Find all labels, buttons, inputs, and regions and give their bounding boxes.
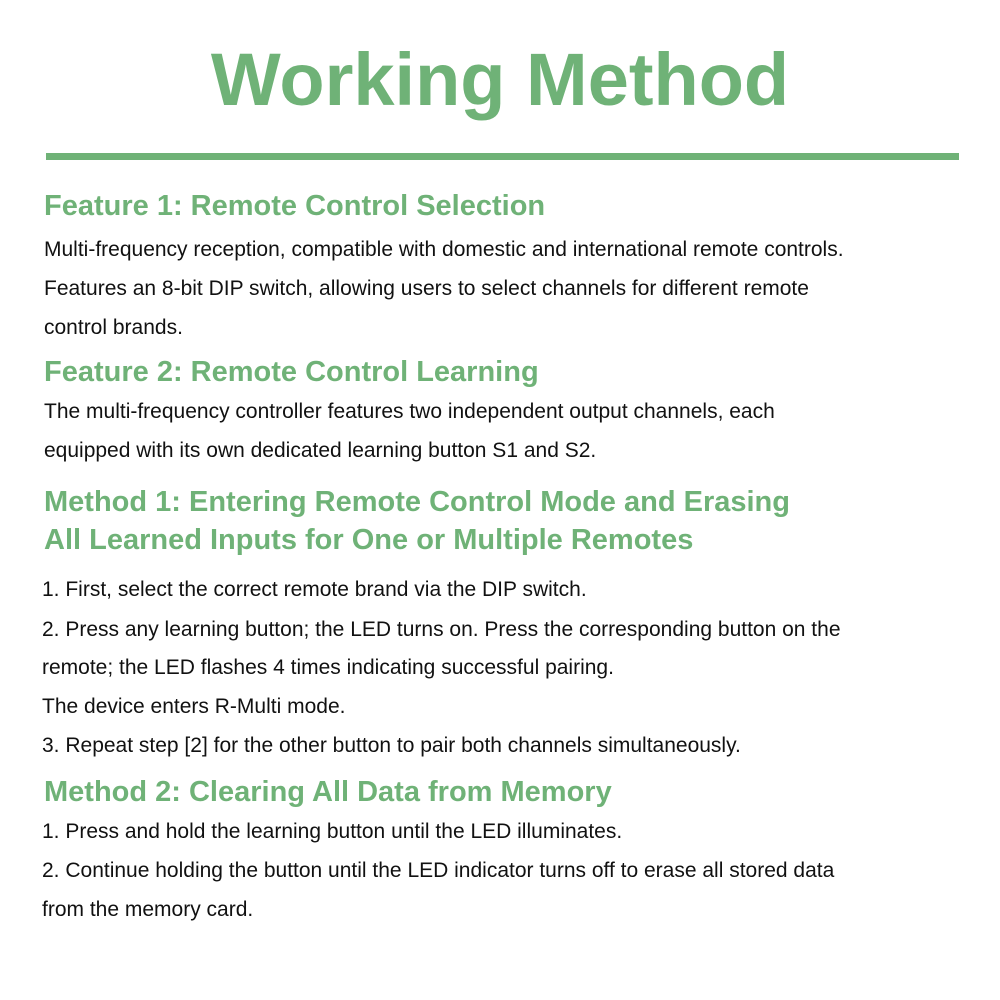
feature-1-line-2: Features an 8-bit DIP switch, allowing users to select channels for different remote	[44, 277, 809, 300]
method-1-step-2-cont: remote; the LED flashes 4 times indicating successful pairing.	[42, 656, 614, 679]
method-2-step-1: 1. Press and hold the learning button until the LED illuminates.	[42, 820, 623, 843]
method-1-heading-line-1: Method 1: Entering Remote Control Mode and Erasing	[44, 486, 790, 518]
title-divider	[46, 153, 959, 160]
method-2-step-2: 2. Continue holding the button until the LED indicator turns off to erase all stored data	[42, 859, 835, 882]
feature-2-line-1: The multi-frequency controller features two independent output channels, each	[44, 400, 775, 423]
feature-2-line-2: equipped with its own dedicated learning button S1 and S2.	[44, 439, 597, 462]
method-1-note: The device enters R-Multi mode.	[42, 695, 346, 718]
feature-1-line-3: control brands.	[44, 316, 183, 339]
method-2-step-2-cont: from the memory card.	[42, 898, 254, 921]
feature-1-heading: Feature 1: Remote Control Selection	[44, 190, 546, 222]
method-1-step-2: 2. Press any learning button; the LED turns on. Press the corresponding button on the	[42, 618, 841, 641]
method-1-heading-line-2: All Learned Inputs for One or Multiple Remotes	[44, 524, 694, 556]
method-1-step-3: 3. Repeat step [2] for the other button to pair both channels simultaneously.	[42, 734, 741, 757]
method-2-heading: Method 2: Clearing All Data from Memory	[44, 776, 612, 808]
page-title: Working Method	[210, 38, 790, 121]
feature-1-line-1: Multi-frequency reception, compatible with domestic and international remote controls.	[44, 238, 844, 261]
feature-2-heading: Feature 2: Remote Control Learning	[44, 356, 539, 388]
method-1-step-1: 1. First, select the correct remote brand via the DIP switch.	[42, 578, 587, 601]
